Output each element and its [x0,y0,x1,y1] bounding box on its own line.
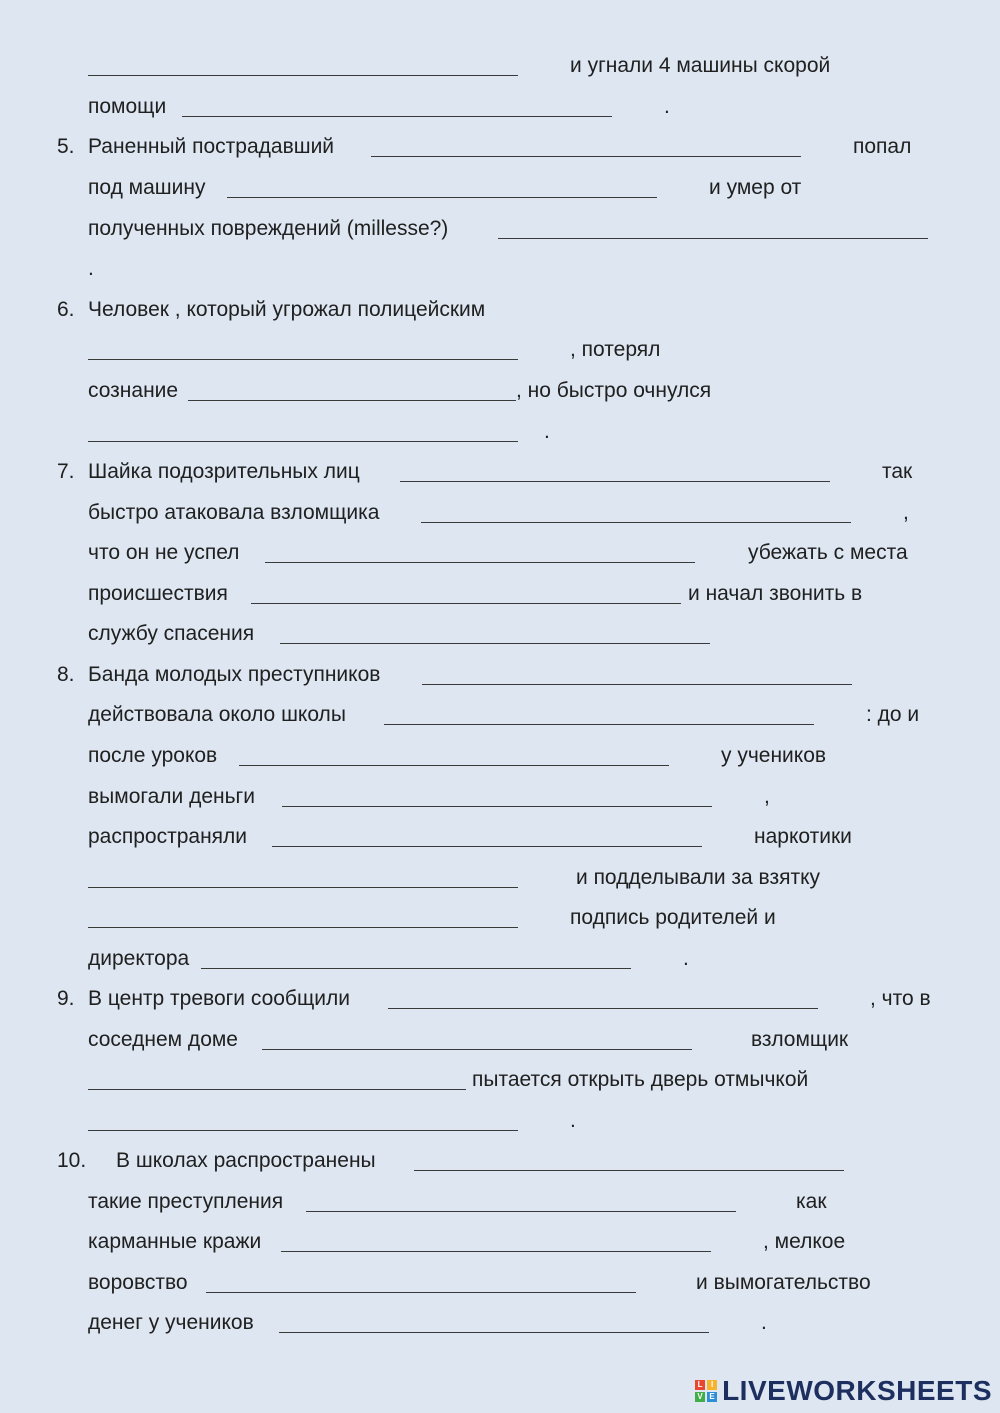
line-text: и подделывали за взятку [576,866,821,889]
text-line [0,1101,1000,1141]
answer-blank[interactable] [281,1233,711,1252]
item-number: 9. [57,987,75,1010]
text-line [0,371,1000,411]
line-text: денег у учеников [88,1311,254,1334]
line-text: как [796,1190,827,1213]
answer-blank[interactable] [88,1071,466,1090]
line-text: Человек , который угрожал полицейским [88,298,486,321]
answer-blank[interactable] [384,706,814,725]
brand-name: LIVEWORKSHEETS [722,1375,992,1406]
answer-blank[interactable] [88,1112,518,1131]
text-line [0,249,1000,289]
line-text: под машину [88,176,206,199]
answer-blank[interactable] [88,423,518,442]
answer-blank[interactable] [182,98,612,117]
text-line [0,614,1000,654]
logo-block: I [707,1380,717,1390]
line-text: и вымогательство [696,1271,871,1294]
line-text: и начал звонить в [688,582,863,605]
text-line [0,1020,1000,1060]
line-text: . [761,1311,767,1334]
text-line [0,493,1000,533]
answer-blank[interactable] [422,666,852,685]
line-text: . [88,257,94,280]
text-line [0,412,1000,452]
line-text: воровство [88,1271,188,1294]
text-line [0,777,1000,817]
answer-blank[interactable] [414,1152,844,1171]
line-text: Раненный пострадавший [88,135,335,158]
line-text: , что в [870,987,931,1010]
answer-blank[interactable] [265,544,695,563]
item-number: 5. [57,135,75,158]
answer-blank[interactable] [201,950,631,969]
answer-blank[interactable] [272,828,702,847]
line-text: так [882,460,913,483]
item-number: 10. [57,1149,87,1172]
line-text: , мелкое [763,1230,846,1253]
item-number: 8. [57,663,75,686]
line-text: В центр тревоги сообщили [88,987,350,1010]
item-number: 6. [57,298,75,321]
line-text: , [764,785,770,808]
text-line [0,87,1000,127]
line-text: . [570,1109,576,1132]
answer-blank[interactable] [388,990,818,1009]
line-text: взломщик [751,1028,849,1051]
answer-blank[interactable] [421,504,851,523]
logo-block: V [695,1392,705,1402]
answer-blank[interactable] [88,909,518,928]
answer-blank[interactable] [227,179,657,198]
answer-blank[interactable] [239,747,669,766]
line-text: , но быстро очнулся [516,379,712,402]
answer-blank[interactable] [206,1274,636,1293]
line-text: и угнали 4 машины скорой [570,54,831,77]
answer-blank[interactable] [371,138,801,157]
text-line [0,1141,1000,1181]
line-text: распространяли [88,825,248,848]
line-text: что он не успел [88,541,240,564]
line-text: и умер от [709,176,802,199]
line-text: быстро атаковала взломщика [88,501,380,524]
line-text: . [544,420,550,443]
answer-blank[interactable] [88,341,518,360]
line-text: полученных повреждений (millesse?) [88,217,449,240]
line-text: происшествия [88,582,228,605]
text-line [0,127,1000,167]
text-line [0,46,1000,86]
line-text: действовала около школы [88,703,346,726]
line-text: В школах распространены [116,1149,376,1172]
line-text: у учеников [721,744,827,767]
line-text: помощи [88,95,167,118]
logo-block: L [695,1380,705,1390]
text-line [0,1182,1000,1222]
answer-blank[interactable] [498,220,928,239]
answer-blank[interactable] [400,463,830,482]
answer-blank[interactable] [262,1031,692,1050]
text-line [0,168,1000,208]
text-line [0,1303,1000,1343]
answer-blank[interactable] [188,382,516,401]
line-text: . [664,95,670,118]
answer-blank[interactable] [88,57,518,76]
text-line [0,533,1000,573]
text-line [0,939,1000,979]
answer-blank[interactable] [279,1314,709,1333]
line-text: карманные кражи [88,1230,262,1253]
line-text: службу спасения [88,622,255,645]
logo-mark-icon [695,1380,717,1402]
line-text: соседнем доме [88,1028,238,1051]
line-text: после уроков [88,744,218,767]
text-line [0,1060,1000,1100]
answer-blank[interactable] [251,585,681,604]
logo-block: E [707,1392,717,1402]
answer-blank[interactable] [280,625,710,644]
line-text: Шайка подозрительных лиц [88,460,360,483]
text-line [0,817,1000,857]
item-number: 7. [57,460,75,483]
text-line [0,898,1000,938]
text-line [0,330,1000,370]
line-text: директора [88,947,190,970]
text-line [0,290,1000,330]
text-line [0,1263,1000,1303]
text-line [0,655,1000,695]
line-text: подпись родителей и [570,906,776,929]
line-text: вымогали деньги [88,785,255,808]
answer-blank[interactable] [306,1193,736,1212]
line-text: , [903,501,909,524]
text-line [0,1222,1000,1262]
line-text: Банда молодых преступников [88,663,381,686]
line-text: попал [853,135,912,158]
line-text: такие преступления [88,1190,284,1213]
text-line [0,452,1000,492]
text-line [0,979,1000,1019]
answer-blank[interactable] [88,869,518,888]
line-text: , потерял [570,338,661,361]
line-text: : до и [866,703,920,726]
answer-blank[interactable] [282,788,712,807]
text-line [0,695,1000,735]
text-line [0,858,1000,898]
liveworksheets-logo [695,1375,992,1407]
line-text: . [683,947,689,970]
text-line [0,736,1000,776]
line-text: пытается открыть дверь отмычкой [472,1068,809,1091]
text-line [0,574,1000,614]
line-text: сознание [88,379,179,402]
text-line [0,209,1000,249]
line-text: наркотики [754,825,852,848]
line-text: убежать с места [748,541,908,564]
